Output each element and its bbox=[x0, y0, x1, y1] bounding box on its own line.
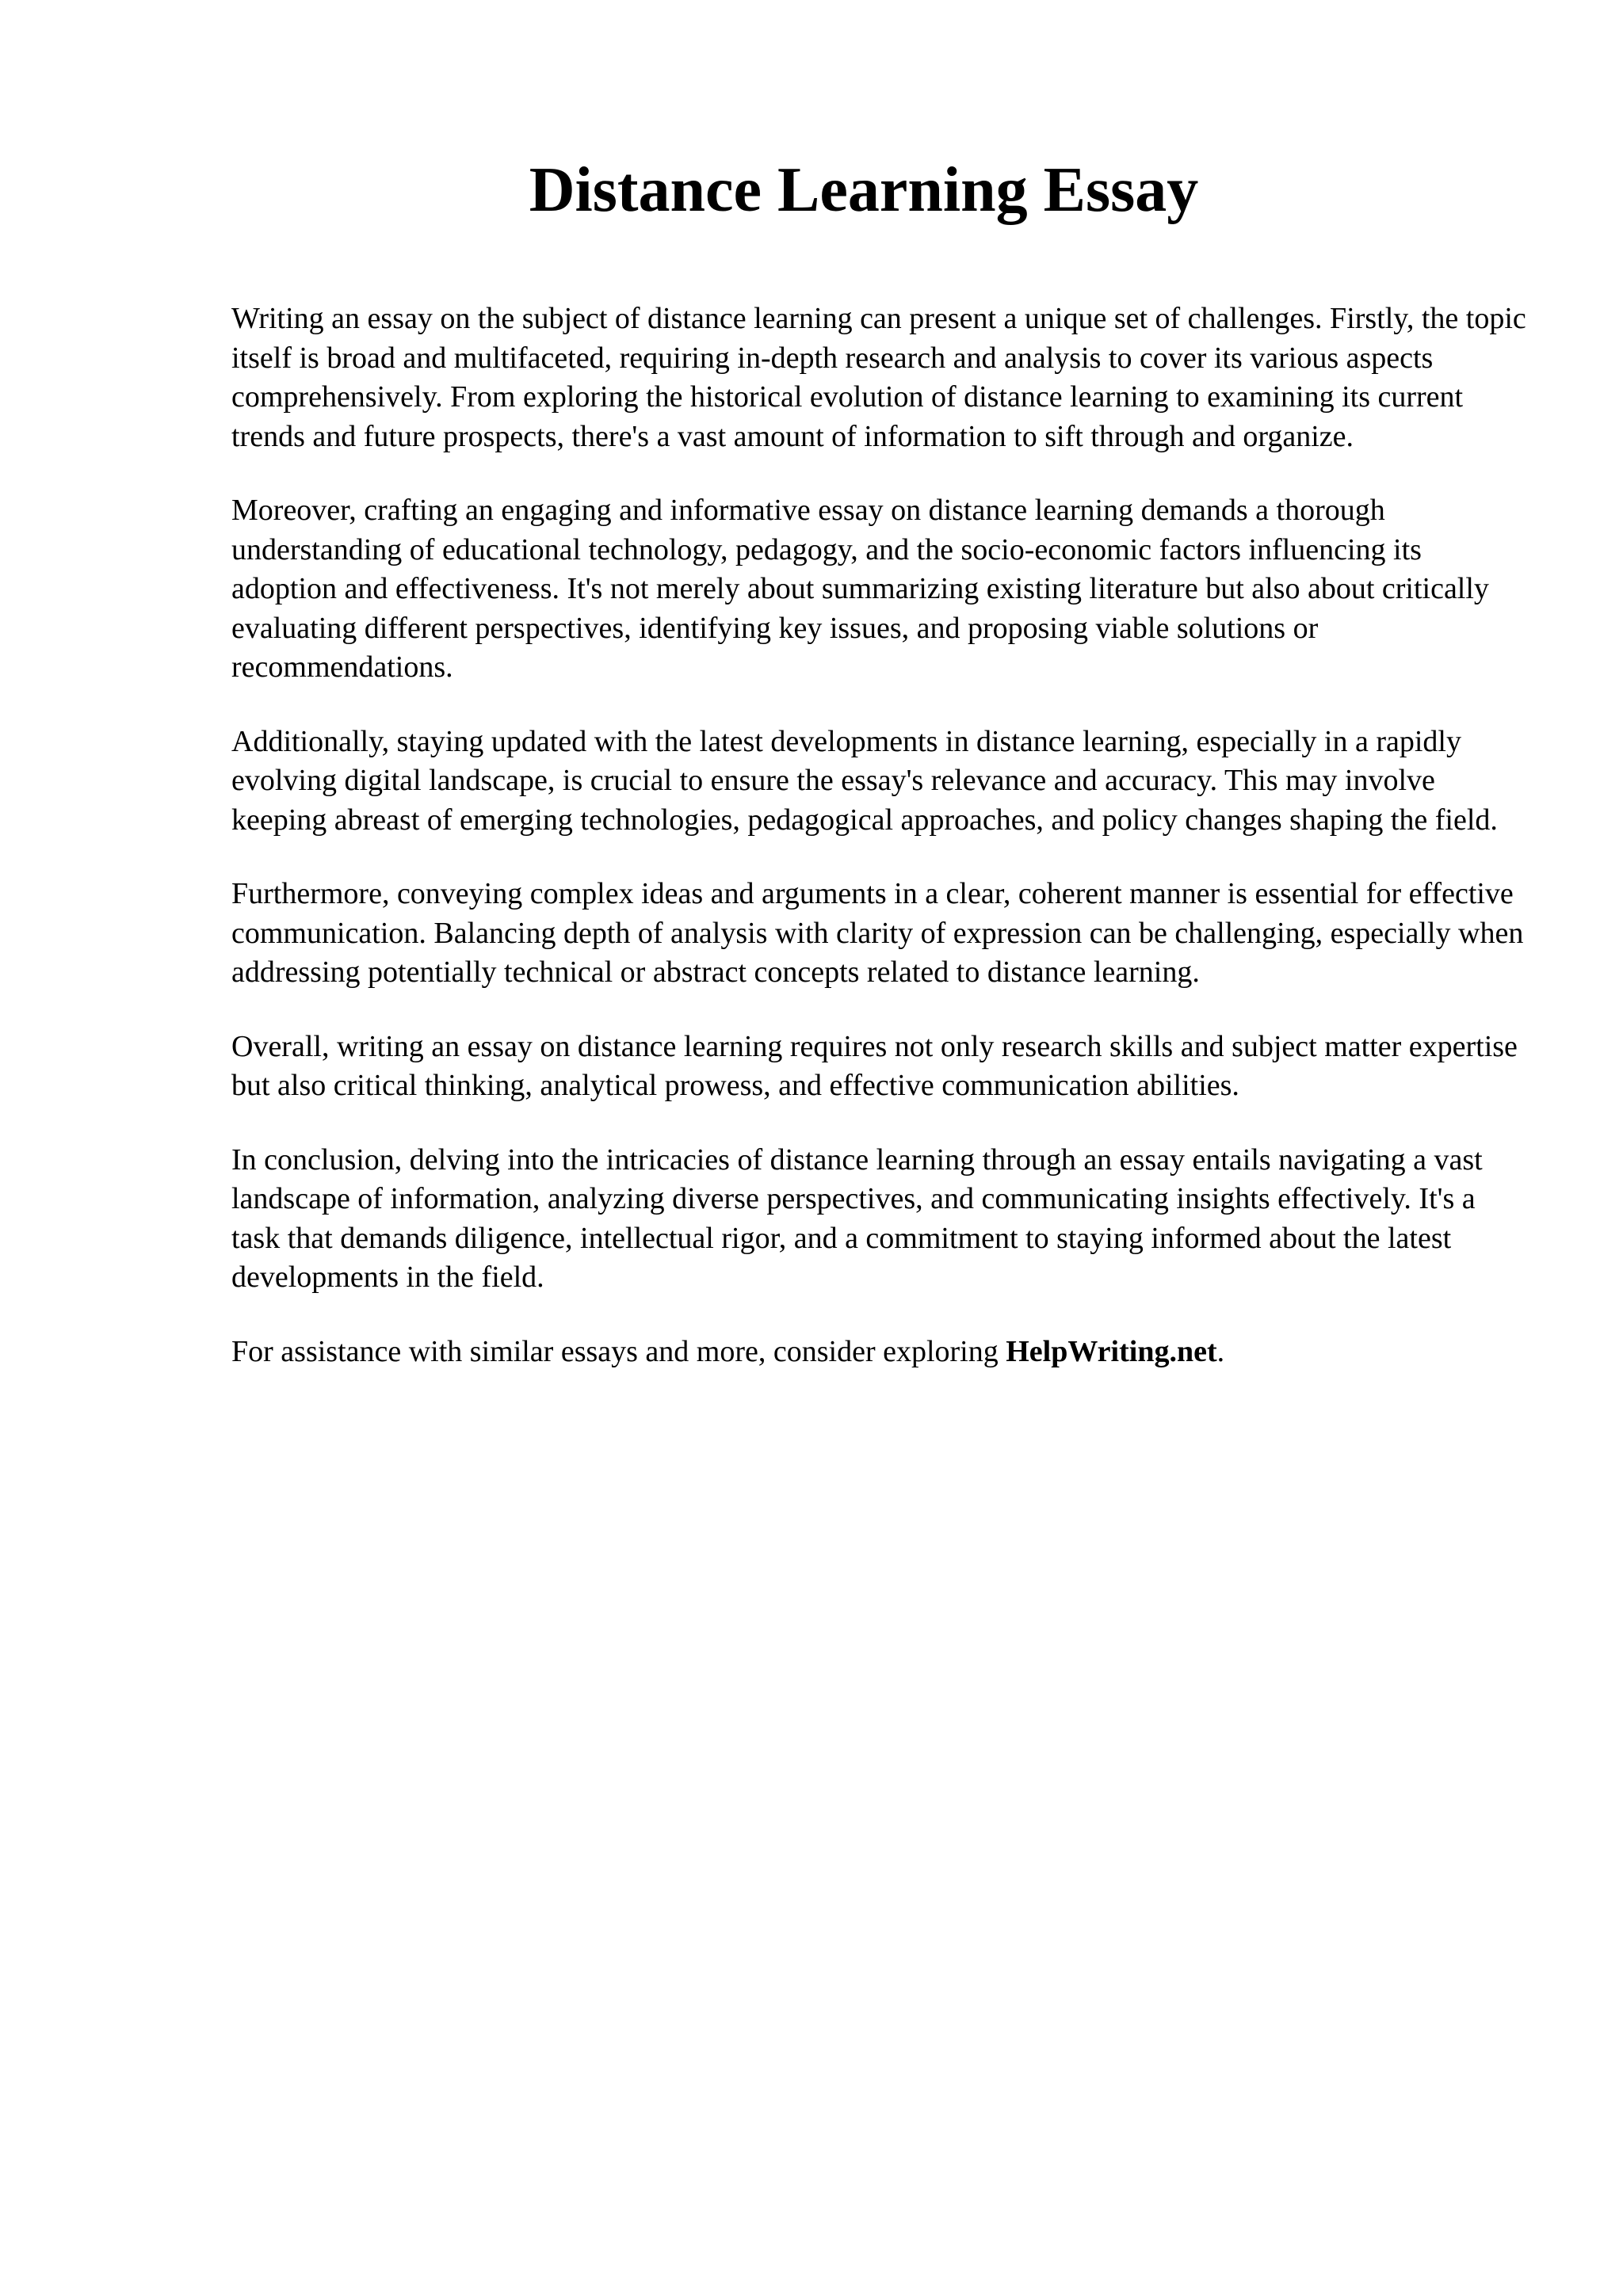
paragraph-4: Furthermore, conveying complex ideas and arguments in a clear, coherent manner is essential for effective communication. Balancing depth of analysis with clarity of expression can be challenging, especially when addressing potentially technical or abstract concepts related to distance learning. bbox=[231, 877, 1524, 989]
paragraph-1: Writing an essay on the subject of distance learning can present a unique set of challenges. Firstly, the topic itself is broad and multifaceted, requiring in-depth research and analysis to cover its various aspects comprehensively. From exploring the historical evolution of distance learning to examining its current trends and future prospects, there's a vast amount of information to sift through and organize. bbox=[231, 302, 1526, 453]
paragraph-3: Additionally, staying updated with the latest developments in distance learning, especially in a rapidly evolving digital landscape, is crucial to ensure the essay's relevance and accuracy. This may involve keeping abreast of emerging technologies, pedagogical approaches, and policy changes shaping the field. bbox=[231, 724, 1498, 837]
closing-prefix: For assistance with similar essays and more, consider exploring bbox=[231, 1334, 1006, 1368]
paragraph-2: Moreover, crafting an engaging and informative essay on distance learning demands a thorough understanding of educational technology, pedagogy, and the socio-economic factors influencing its adoption and effectiveness. It's not merely about summarizing existing literature but also about critically evaluating different perspectives, identifying key issues, and proposing viable solutions or recommendations. bbox=[231, 494, 1489, 684]
document-title: Distance Learning Essay bbox=[529, 155, 1199, 225]
closing-paragraph bbox=[231, 1333, 1531, 1372]
document-body bbox=[231, 299, 1531, 1406]
helpwriting-link[interactable]: HelpWriting.net bbox=[1006, 1334, 1217, 1368]
closing-suffix: . bbox=[1216, 1334, 1225, 1368]
paragraph-6: In conclusion, delving into the intricacies of distance learning through an essay entails navigating a vast landscape of information, analyzing diverse perspectives, and communicating insights effectively. It's a task that demands diligence, intellectual rigor, and a commitment to staying informed about the latest developments in the field. bbox=[231, 1142, 1483, 1294]
paragraph-5: Overall, writing an essay on distance learning requires not only research skills and subject matter expertise but also critical thinking, analytical prowess, and effective communication abilities. bbox=[231, 1029, 1518, 1102]
